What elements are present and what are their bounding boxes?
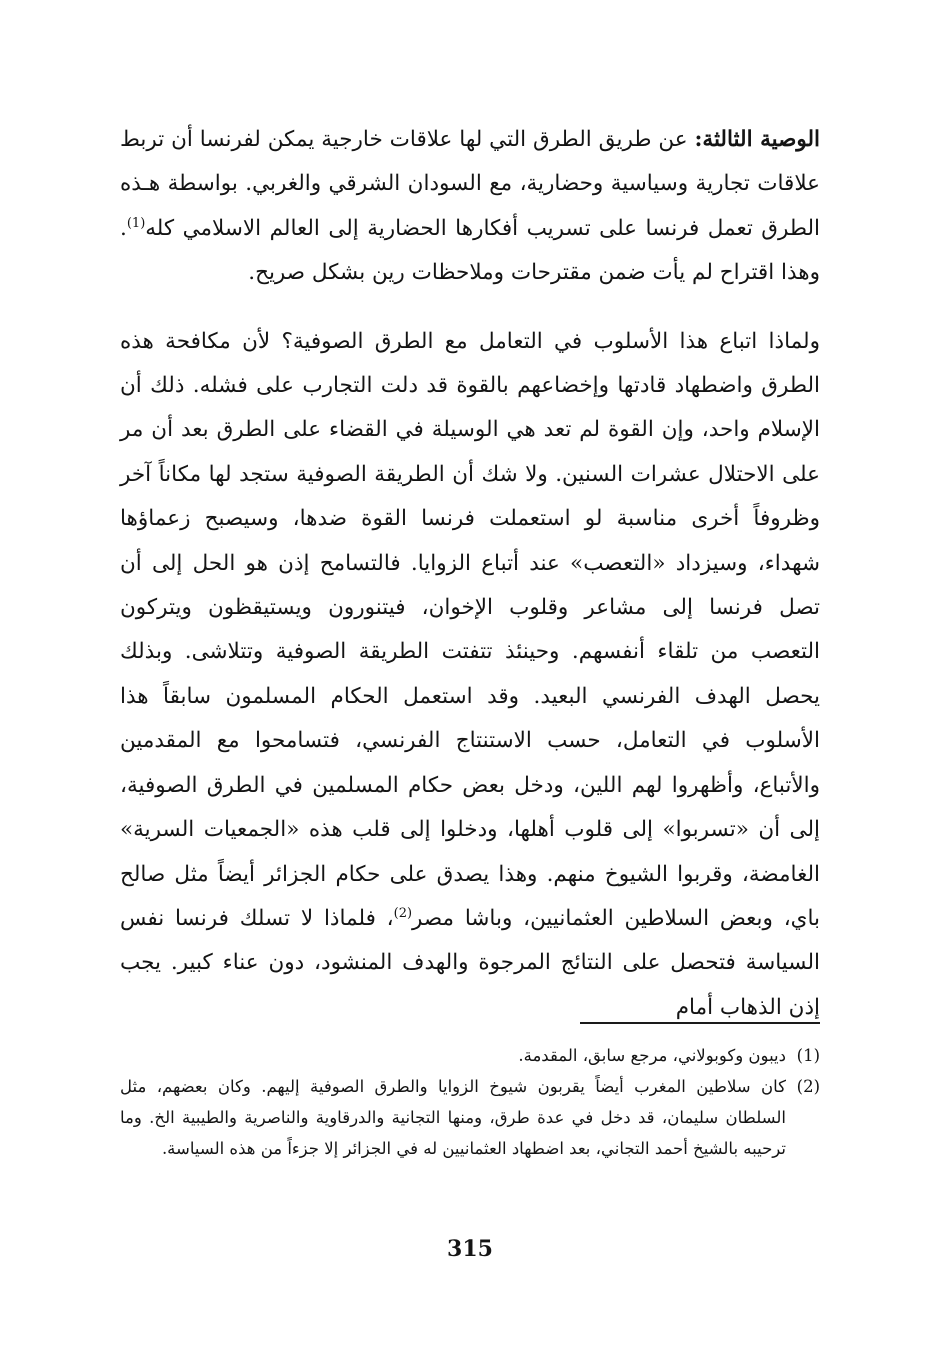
paragraph-first	[120, 118, 820, 296]
footnotes	[120, 1040, 820, 1164]
footnote-divider	[580, 1022, 820, 1024]
footnote-reference[interactable]: (2)	[393, 905, 413, 921]
footnote-text: كان سلاطين المغرب أيضاً يقربون شيوخ الزوايا والطرق الصوفية إليهم. وكان بعضهم، مثل السلطان سليمان، قد دخل في عدة طرق، ومنها التجانية والدرقاوية والناصرية والطيبية الخ. وما ترحيبه بالشيخ أحمد التجاني، بعد اضطهاد العثمانيين له في الجزائر إلا جزءاً من هذه السياسة.	[120, 1077, 786, 1158]
page-body	[120, 118, 821, 1158]
page-number: 315	[447, 1236, 493, 1262]
paragraph-text: ، فلماذا لا تسلك فرنسا نفس السياسة فتحصل على النتائج المرجوة والهدف المنشود، دون عناء كبير. يجب إذن الذهاب أمام	[120, 905, 820, 1020]
paragraph-second	[120, 320, 820, 1031]
footnote-number: (1)	[796, 1046, 820, 1065]
paragraph-lead-heading: الوصية الثالثة:	[694, 127, 820, 152]
footnote-number: (2)	[796, 1077, 820, 1096]
footnote-reference[interactable]: (1)	[126, 215, 146, 231]
footnote-item	[120, 1040, 820, 1071]
paragraph-text: . وهذا اقتراح لم يأت ضمن مقترحات وملاحظات رين بشكل صريح.	[120, 215, 820, 286]
paragraph-text: عن طريق الطرق التي لها علاقات خارجية يمكن لفرنسا أن تربط علاقات تجارية وسياسية وحضارية، مع السودان الشرقي والغربي. بواسطة هـذه الطرق تعمل فرنسا على تسريب أفكارها الحضارية إلى العالم الاسلامي كله	[120, 127, 820, 241]
footnote-item	[120, 1071, 820, 1164]
footnote-text: ديبون وكوبولاني، مرجع سابق، المقدمة.	[518, 1046, 786, 1065]
paragraph-text: ولماذا اتباع هذا الأسلوب في التعامل مع الطرق الصوفية؟ لأن مكافحة هذه الطرق واضطهاد قادتها وإخضاعهم بالقوة قد دلت التجارب على فشله. ذلك أن الإسلام واحد، وإن القوة لم تعد هي الوسيلة في القضاء على الطرق بعد أن مر على الاحتلال عشرات السنين. ولا شك أن الطريقة الصوفية ستجد لها مكاناً آخر وظروفاً أخرى مناسبة لو استعملت فرنسا القوة ضدها، وسيصبح زعماؤها شهداء، وسيزداد «التعصب» عند أتباع الزوايا. فالتسامح إذن هو الحل إلى أن تصل فرنسا إلى مشاعر وقلوب الإخوان، فيتنورون ويستيقظون ويتركون التعصب من تلقاء أنفسهم. وحينئذ تتفتت الطريقة الصوفية وتتلاشى. وبذلك يحصل الهدف الفرنسي البعيد. وقد استعمل الحكام المسلمون سابقاً هذا الأسلوب في التعامل، حسب الاستنتاج الفرنسي، فتسامحوا مع المقدمين والأتباع، وأظهروا لهم اللين، ودخل بعض حكام المسلمين في الطرق الصوفية، إلى أن «تسربوا» إلى قلوب أهلها، ودخلوا إلى قلب هذه «الجمعيات السرية» الغامضة، وقربوا الشيوخ منهم. وهذا يصدق على حكام الجزائر أيضاً مثل صالح باي، وبعض السلاطين العثمانيين، وباشا مصر	[120, 328, 821, 931]
